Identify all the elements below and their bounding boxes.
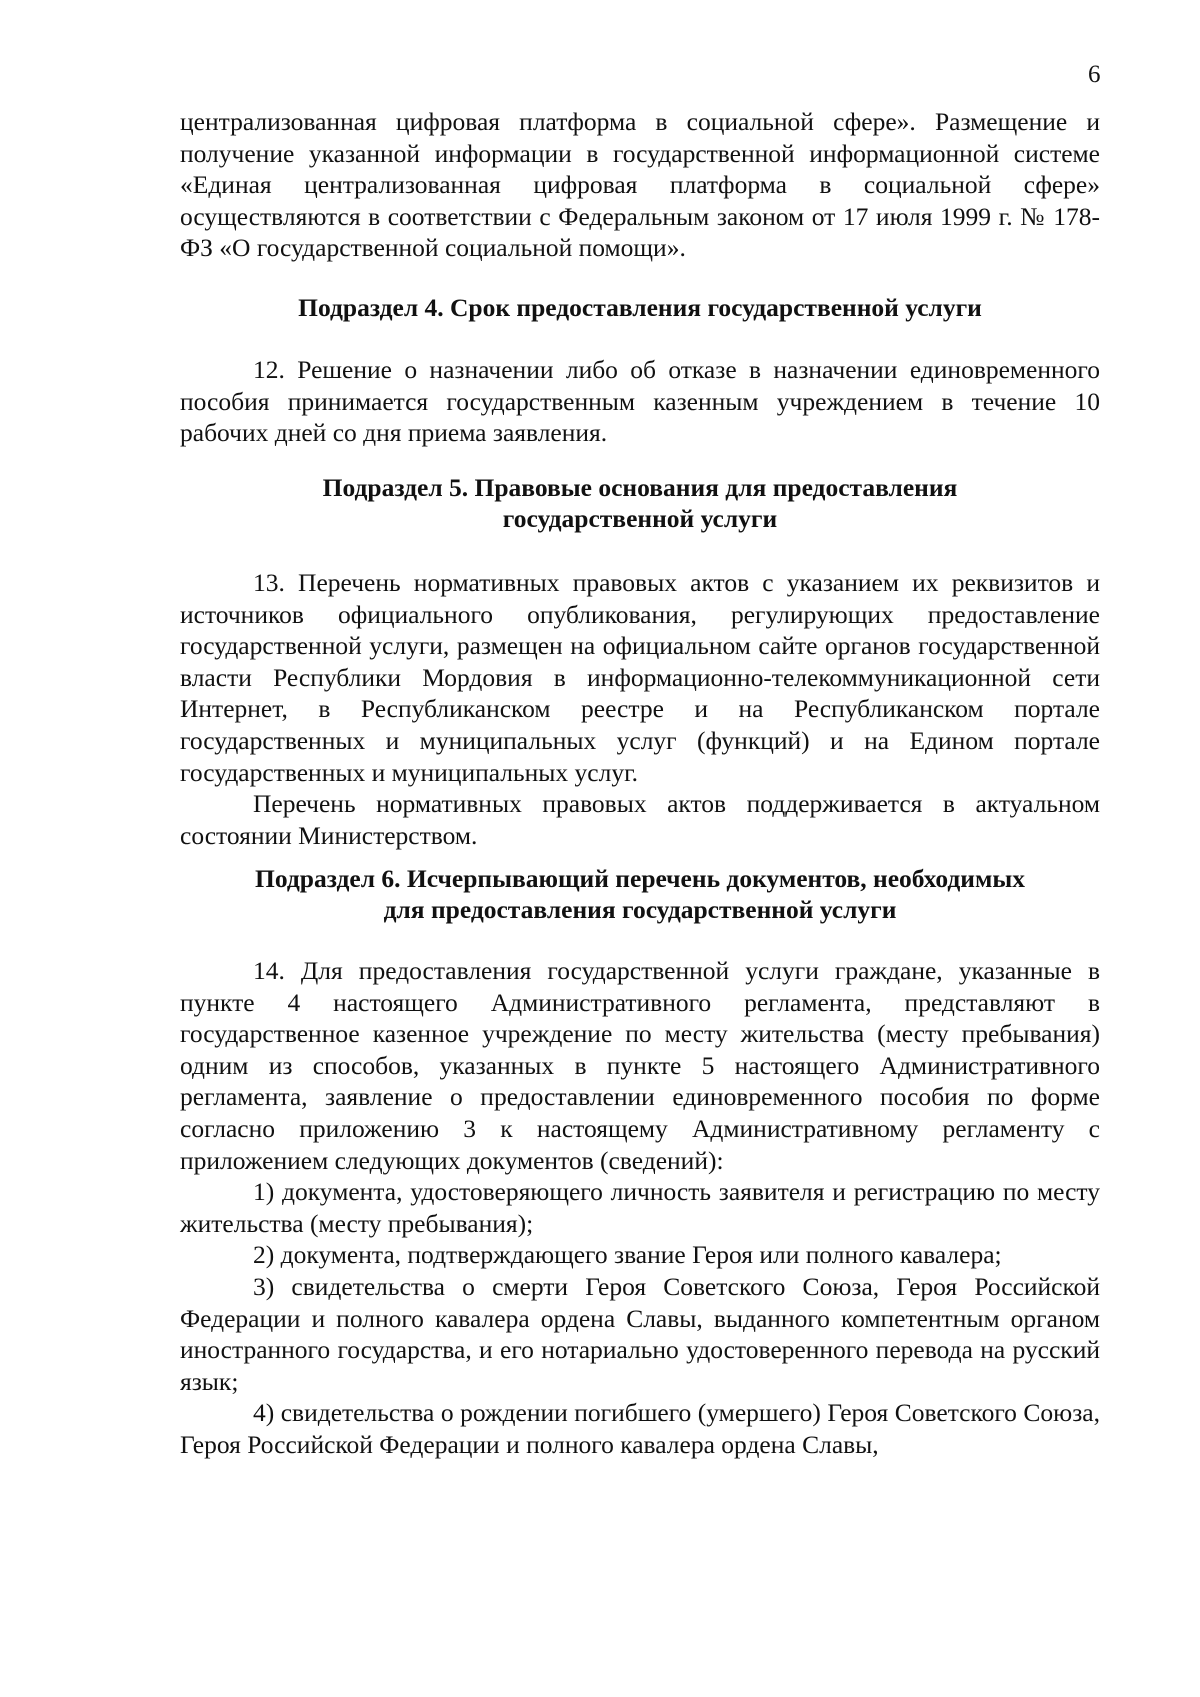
section-5-heading-block (180, 472, 1100, 534)
list-item-4: 4) свидетельства о рождении погибшего (умершего) Героя Советского Союза, Героя Российской Федерации и полного кавалера ордена Славы, (180, 1398, 1100, 1459)
section-4-heading-block (180, 292, 1100, 323)
list-item-1: 1) документа, удостоверяющего личность заявителя и регистрацию по месту жительства (месту пребывания); (180, 1177, 1100, 1238)
section-heading-line: Подраздел 6. Исчерпывающий перечень документов, необходимых (255, 864, 1025, 893)
paragraph-13-cont: Перечень нормативных правовых актов поддерживается в актуальном состоянии Министерством. (180, 789, 1100, 850)
list-item-2: 2) документа, подтверждающего звание Героя или полного кавалера; (253, 1240, 1002, 1270)
intro-paragraph: централизованная цифровая платформа в социальной сфере». Размещение и получение указанной информации в государственной информационной системе «Единая централизованная цифровая платформа в социальной сфере» осуществляются в соответствии с Федеральным законом от 17 июля 1999 г. № 178-ФЗ «О государственной социальной помощи». (180, 107, 1100, 263)
section-heading: Подраздел 4. Срок предоставления государственной услуги (298, 293, 982, 322)
paragraph-14: 14. Для предоставления государственной услуги граждане, указанные в пункте 4 настоящего Административного регламента, представляют в государственное казенное учреждение по месту жительства (месту пребывания) одним из способов, указанных в пункте 5 настоящего Административного регламента, заявление о предоставлении единовременного пособия по форме согласно приложению 3 к настоящему Административному регламенту с приложением следующих документов (сведений): (180, 956, 1100, 1175)
section-5-body (180, 567, 1100, 851)
section-6-heading-block (180, 863, 1100, 925)
section-heading-line: государственной услуги (502, 504, 778, 533)
paragraph-13: 13. Перечень нормативных правовых актов с указанием их реквизитов и источников официального опубликования, регулирующих предоставление государственной услуги, размещен на официальном сайте органов государственной власти Республики Мордовия в информационно-телекоммуникационной сети Интернет, в Республиканском реестре и на Республиканском портале государственных и муниципальных услуг (функций) и на Едином портале государственных и муниципальных услуг. (180, 568, 1100, 787)
section-6-body (180, 955, 1100, 1461)
paragraph-12: 12. Решение о назначении либо об отказе в назначении единовременного пособия принимается государственным казенным учреждением в течение 10 рабочих дней со дня приема заявления. (180, 355, 1100, 448)
list-item-3: 3) свидетельства о смерти Героя Советского Союза, Героя Российской Федерации и полного кавалера ордена Славы, выданного компетентным органом иностранного государства, и его нотариально удостоверенного перевода на русский язык; (180, 1271, 1100, 1396)
intro-paragraph-block (180, 106, 1100, 264)
section-heading-line: Подраздел 5. Правовые основания для предоставления (322, 473, 958, 502)
page-number: 6 (1088, 61, 1101, 88)
section-4-body (180, 354, 1100, 449)
section-heading-line: для предоставления государственной услуги (383, 895, 897, 924)
